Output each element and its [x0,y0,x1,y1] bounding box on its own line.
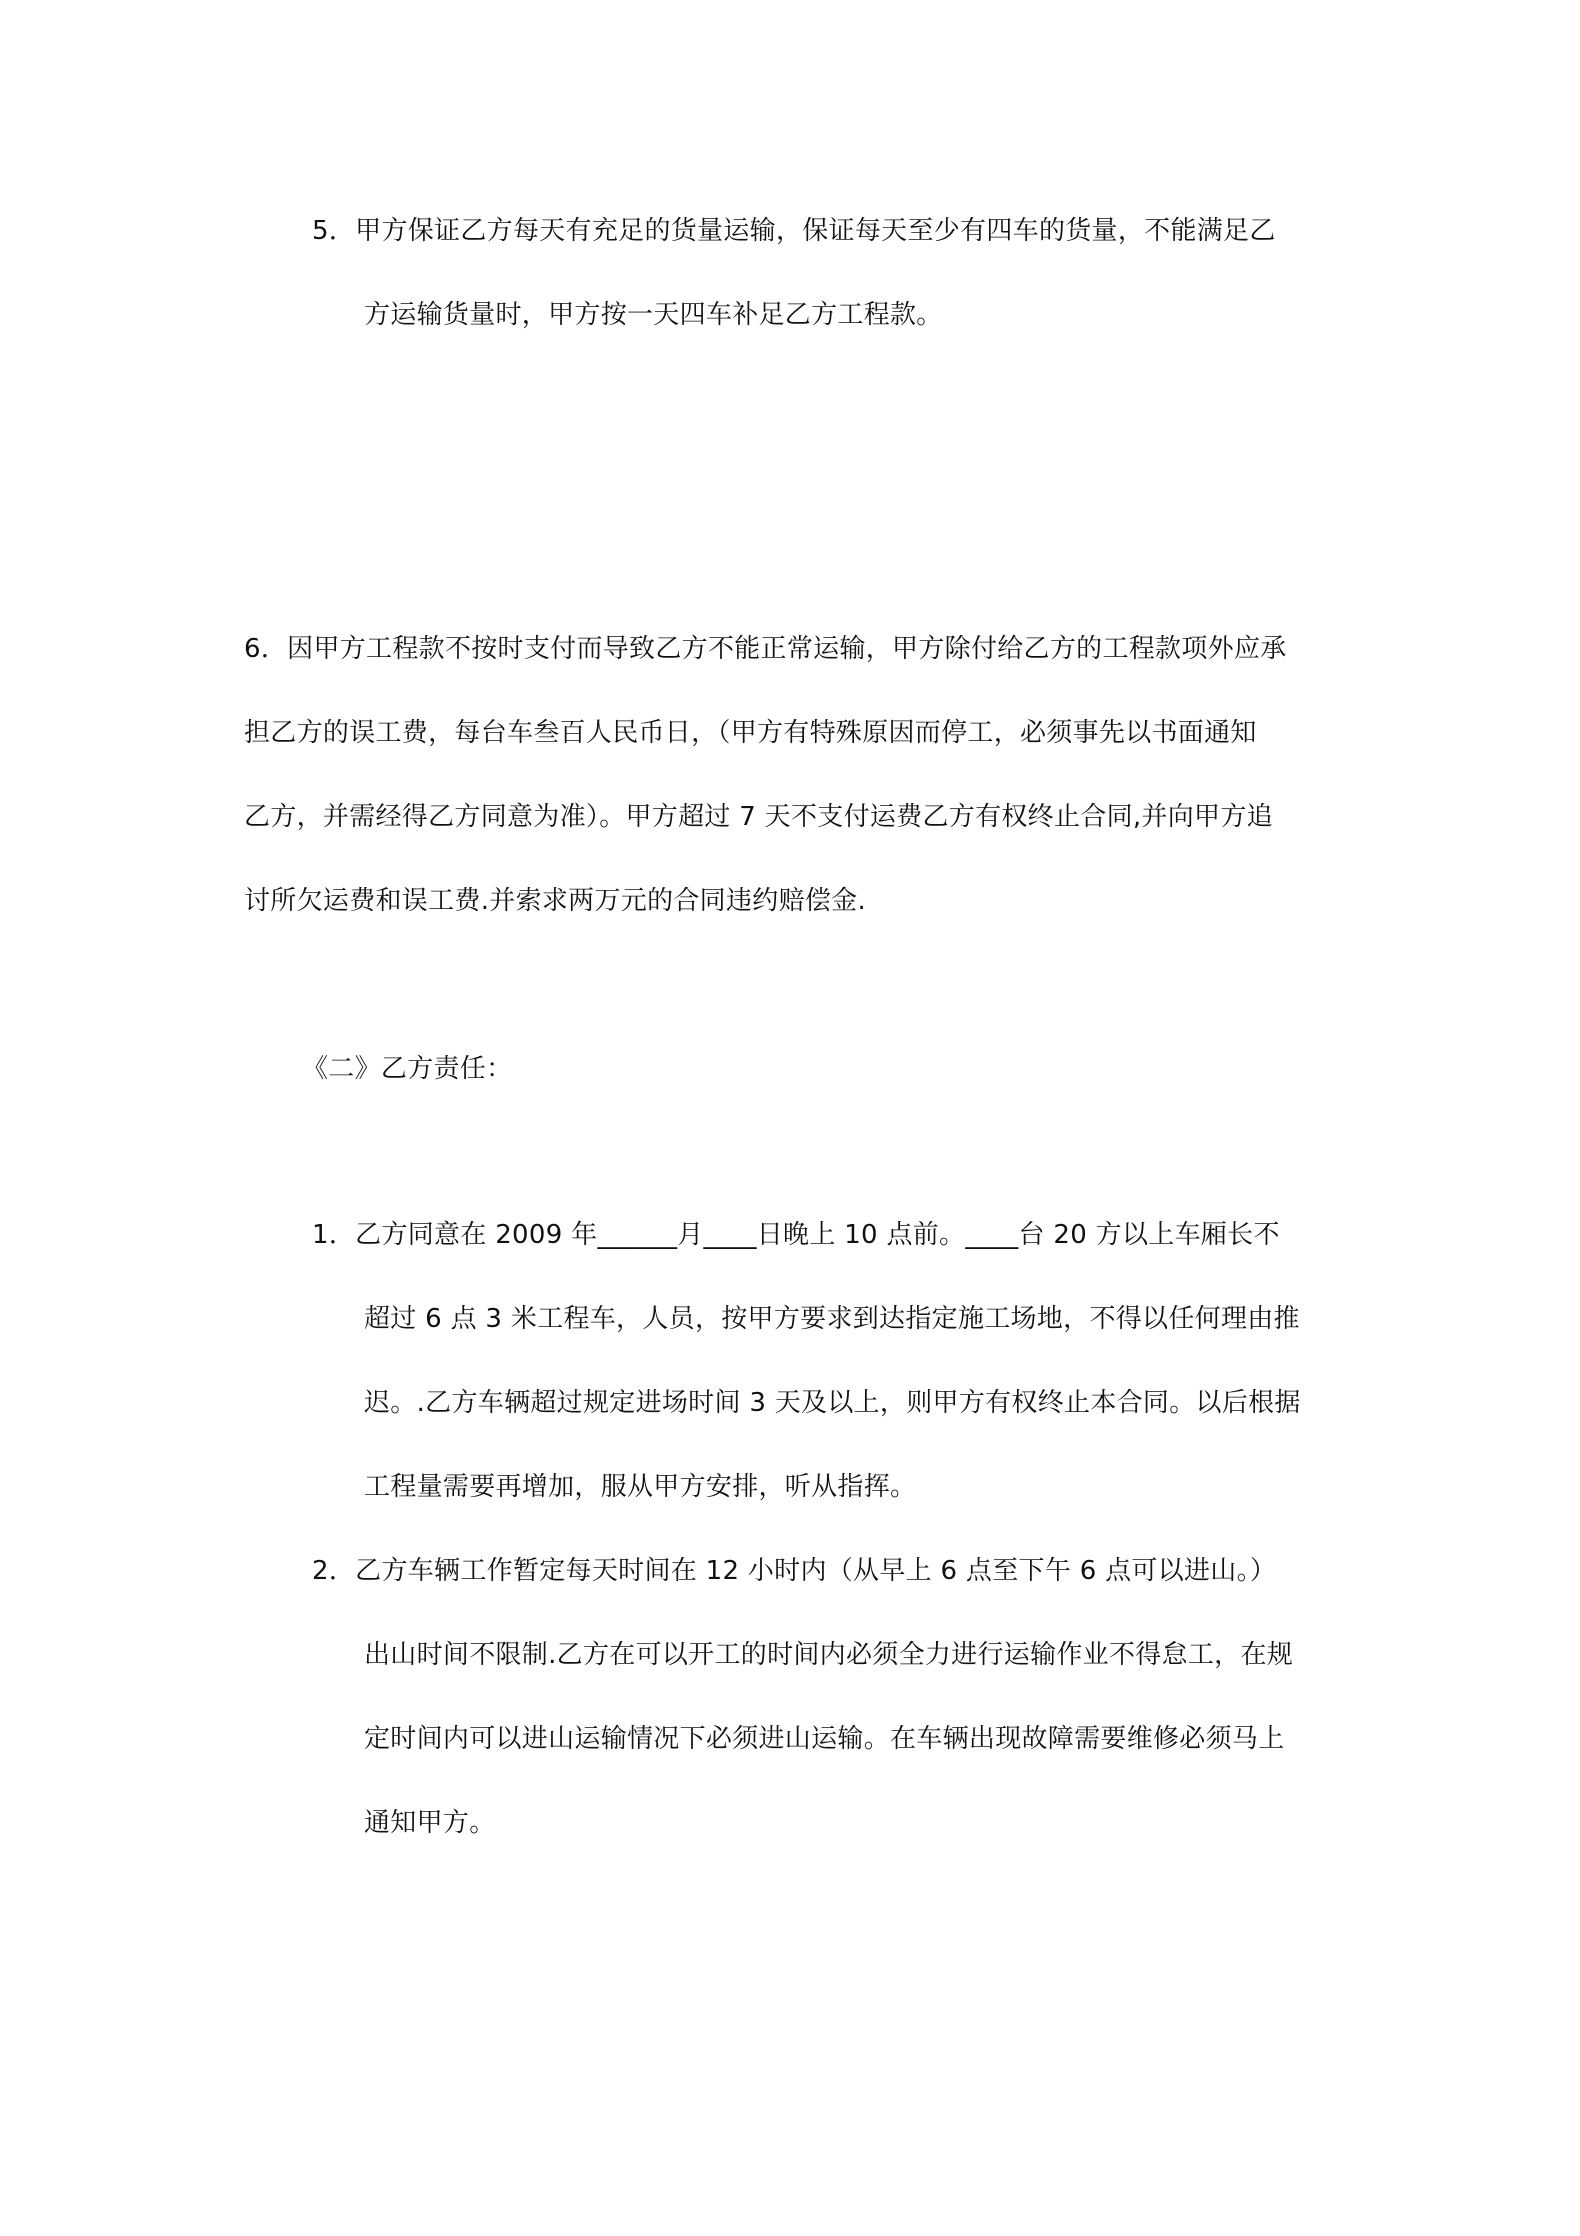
item-1-line-3: 迟。.乙方车辆超过规定进场时间 3 天及以上，则甲方有权终止本合同。以后根据 [364,1388,1301,1418]
clause-6-line-2: 担乙方的误工费，每台车叁百人民币日，（甲方有特殊原因而停工，必须事先以书面通知 [244,718,1257,748]
item-1-line-1: 1．乙方同意在 2009 年______月____日晚上 10 点前。____台 20 方以上车厢长不 [312,1220,1280,1250]
item-2-line-2: 出山时间不限制.乙方在可以开工的时间内必须全力进行运输作业不得怠工，在规 [364,1640,1294,1670]
item-2-line-3: 定时间内可以进山运输情况下必须进山运输。在车辆出现故障需要维修必须马上 [364,1724,1285,1754]
item-1-line-4: 工程量需要再增加，服从甲方安排，听从指挥。 [364,1472,917,1502]
section-heading: 《二》乙方责任： [302,1054,513,1084]
clause-6-line-1: 6．因甲方工程款不按时支付而导致乙方不能正常运输，甲方除付给乙方的工程款项外应承 [244,634,1287,664]
item-1-line-2: 超过 6 点 3 米工程车，人员，按甲方要求到达指定施工场地，不得以任何理由推 [364,1304,1300,1334]
clause-5-line-2: 方运输货量时，甲方按一天四车补足乙方工程款。 [364,300,943,330]
clause-5-line-1: 5．甲方保证乙方每天有充足的货量运输，保证每天至少有四车的货量，不能满足乙 [312,216,1276,246]
clause-6-line-3: 乙方，并需经得乙方同意为准）。甲方超过 7 天不支付运费乙方有权终止合同,并向甲方追 [244,802,1273,832]
item-2-line-4: 通知甲方。 [364,1808,496,1838]
clause-6-line-4: 讨所欠运费和误工费.并索求两万元的合同违约赔偿金. [244,886,867,916]
item-2-line-1: 2．乙方车辆工作暂定每天时间在 12 小时内（从早上 6 点至下午 6 点可以进山。） [312,1556,1277,1586]
